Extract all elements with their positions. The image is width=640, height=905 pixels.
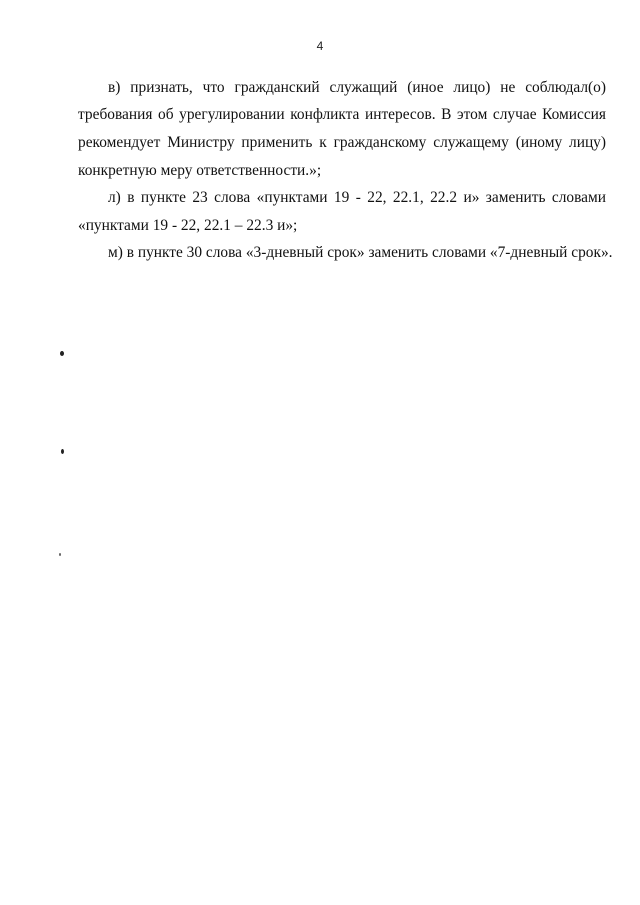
scan-speck-3 [59, 553, 61, 556]
page-number: 4 [316, 39, 324, 53]
paragraph-l-line-1: л) в пункте 23 слова «пунктами 19 - 22, 22.1, 22.2 и» заменить словами [108, 189, 606, 206]
paragraph-v-line-2: требования об урегулировании конфликта интересов. В этом случае Комиссия [78, 106, 606, 123]
paragraph-v-line-4: конкретную меру ответственности.»; [78, 162, 322, 179]
paragraph-l-line-2: «пунктами 19 - 22, 22.1 – 22.3 и»; [78, 217, 298, 234]
scan-speck-1 [60, 351, 64, 356]
scan-speck-2 [61, 449, 64, 454]
paragraph-m-line-1: м) в пункте 30 слова «3-дневный срок» заменить словами «7-дневный срок». [108, 244, 613, 261]
paragraph-v-line-3: рекомендует Министру применить к гражданскому служащему (иному лицу) [78, 134, 606, 151]
paragraph-v-line-1: в) признать, что гражданский служащий (иное лицо) не соблюдал(о) [108, 79, 606, 96]
